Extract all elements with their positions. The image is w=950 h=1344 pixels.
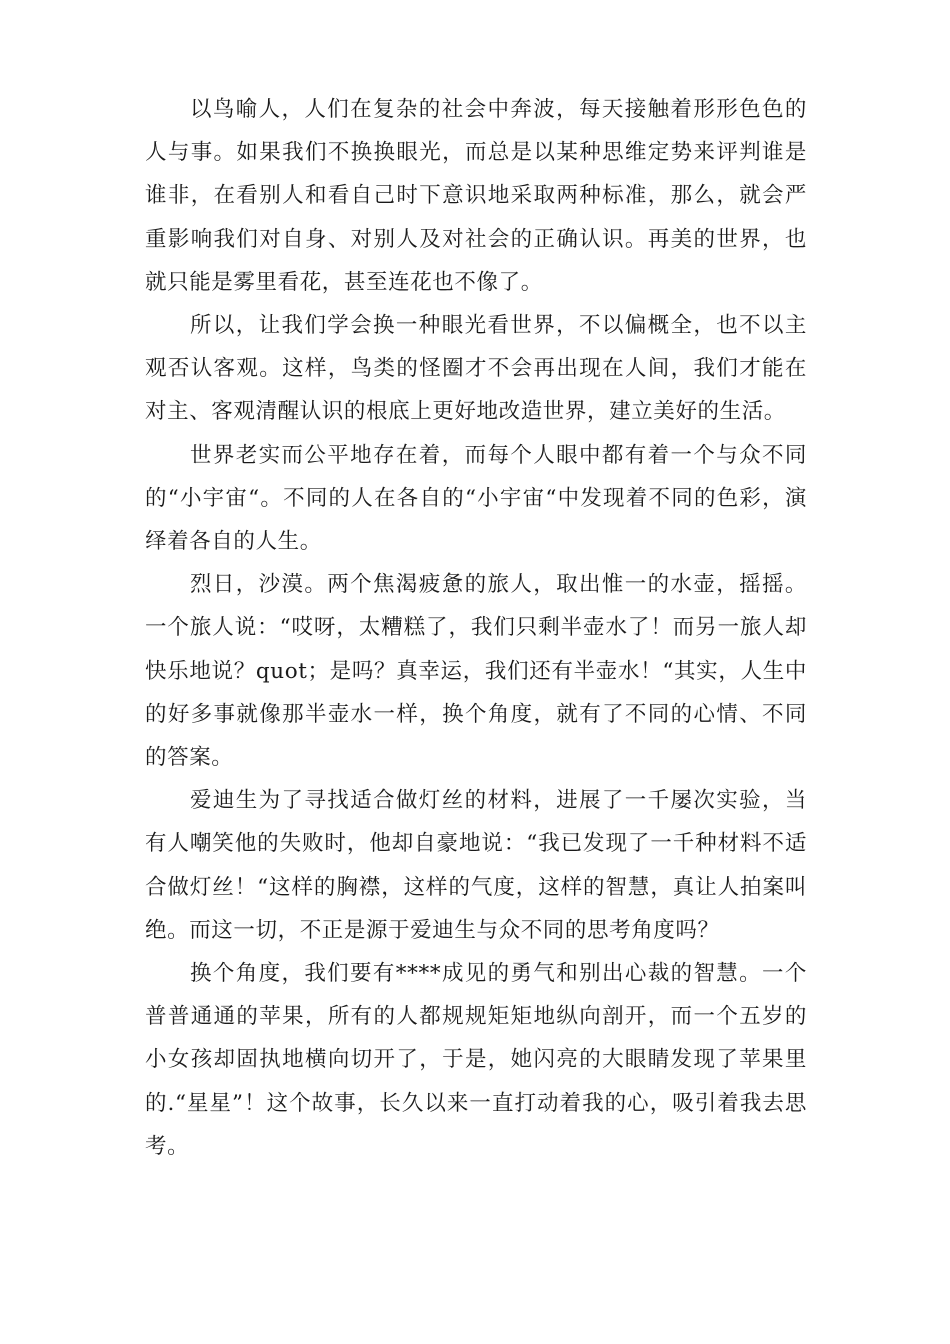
paragraph-5: 爱迪生为了寻找适合做灯丝的材料，进展了一千屡次实验，当有人嘲笑他的失败时，他却自豪地说：“我已发现了一千种材料不适合做灯丝！“这样的胸襟，这样的气度，这样的智慧，真让人拍案叫绝。而这一切，不正是源于爱迪生与众不同的思考角度吗？ (145, 788, 807, 943)
document-body (145, 88, 807, 1168)
paragraph-6: 换个角度，我们要有****成见的勇气和别出心裁的智慧。一个普普通通的苹果，所有的人都规规矩矩地纵向剖开，而一个五岁的小女孩却固执地横向切开了，于是，她闪亮的大眼睛发现了苹果里的.“星星”！这个故事，长久以来一直打动着我的心，吸引着我去思考。 (145, 961, 807, 1159)
paragraph-3: 世界老实而公平地存在着，而每个人眼中都有着一个与众不同的“小宇宙“。不同的人在各自的“小宇宙“中发现着不同的色彩，演绎着各自的人生。 (145, 442, 807, 555)
paragraph-2: 所以，让我们学会换一种眼光看世界，不以偏概全，也不以主观否认客观。这样，鸟类的怪圈才不会再出现在人间，我们才能在对主、客观清醒认识的根底上更好地改造世界，建立美好的生活。 (145, 313, 807, 425)
paragraph-4: 烈日，沙漠。两个焦渴疲惫的旅人，取出惟一的水壶，摇摇。一个旅人说：“哎呀，太糟糕了，我们只剩半壶水了！而另一旅人却快乐地说？quot；是吗？真幸运，我们还有半壶水！“其实，人生中的好多事就像那半壶水一样，换个角度，就有了不同的心情、不同的答案。 (145, 572, 807, 771)
paragraph-1: 以鸟喻人，人们在复杂的社会中奔波，每天接触着形形色色的人与事。如果我们不换换眼光，而总是以某种思维定势来评判谁是谁非，在看别人和看自己时下意识地采取两种标准，那么，就会严重影响我们对自身、对别人及对社会的正确认识。再美的世界，也就只能是雾里看花，甚至连花也不像了。 (145, 97, 807, 295)
